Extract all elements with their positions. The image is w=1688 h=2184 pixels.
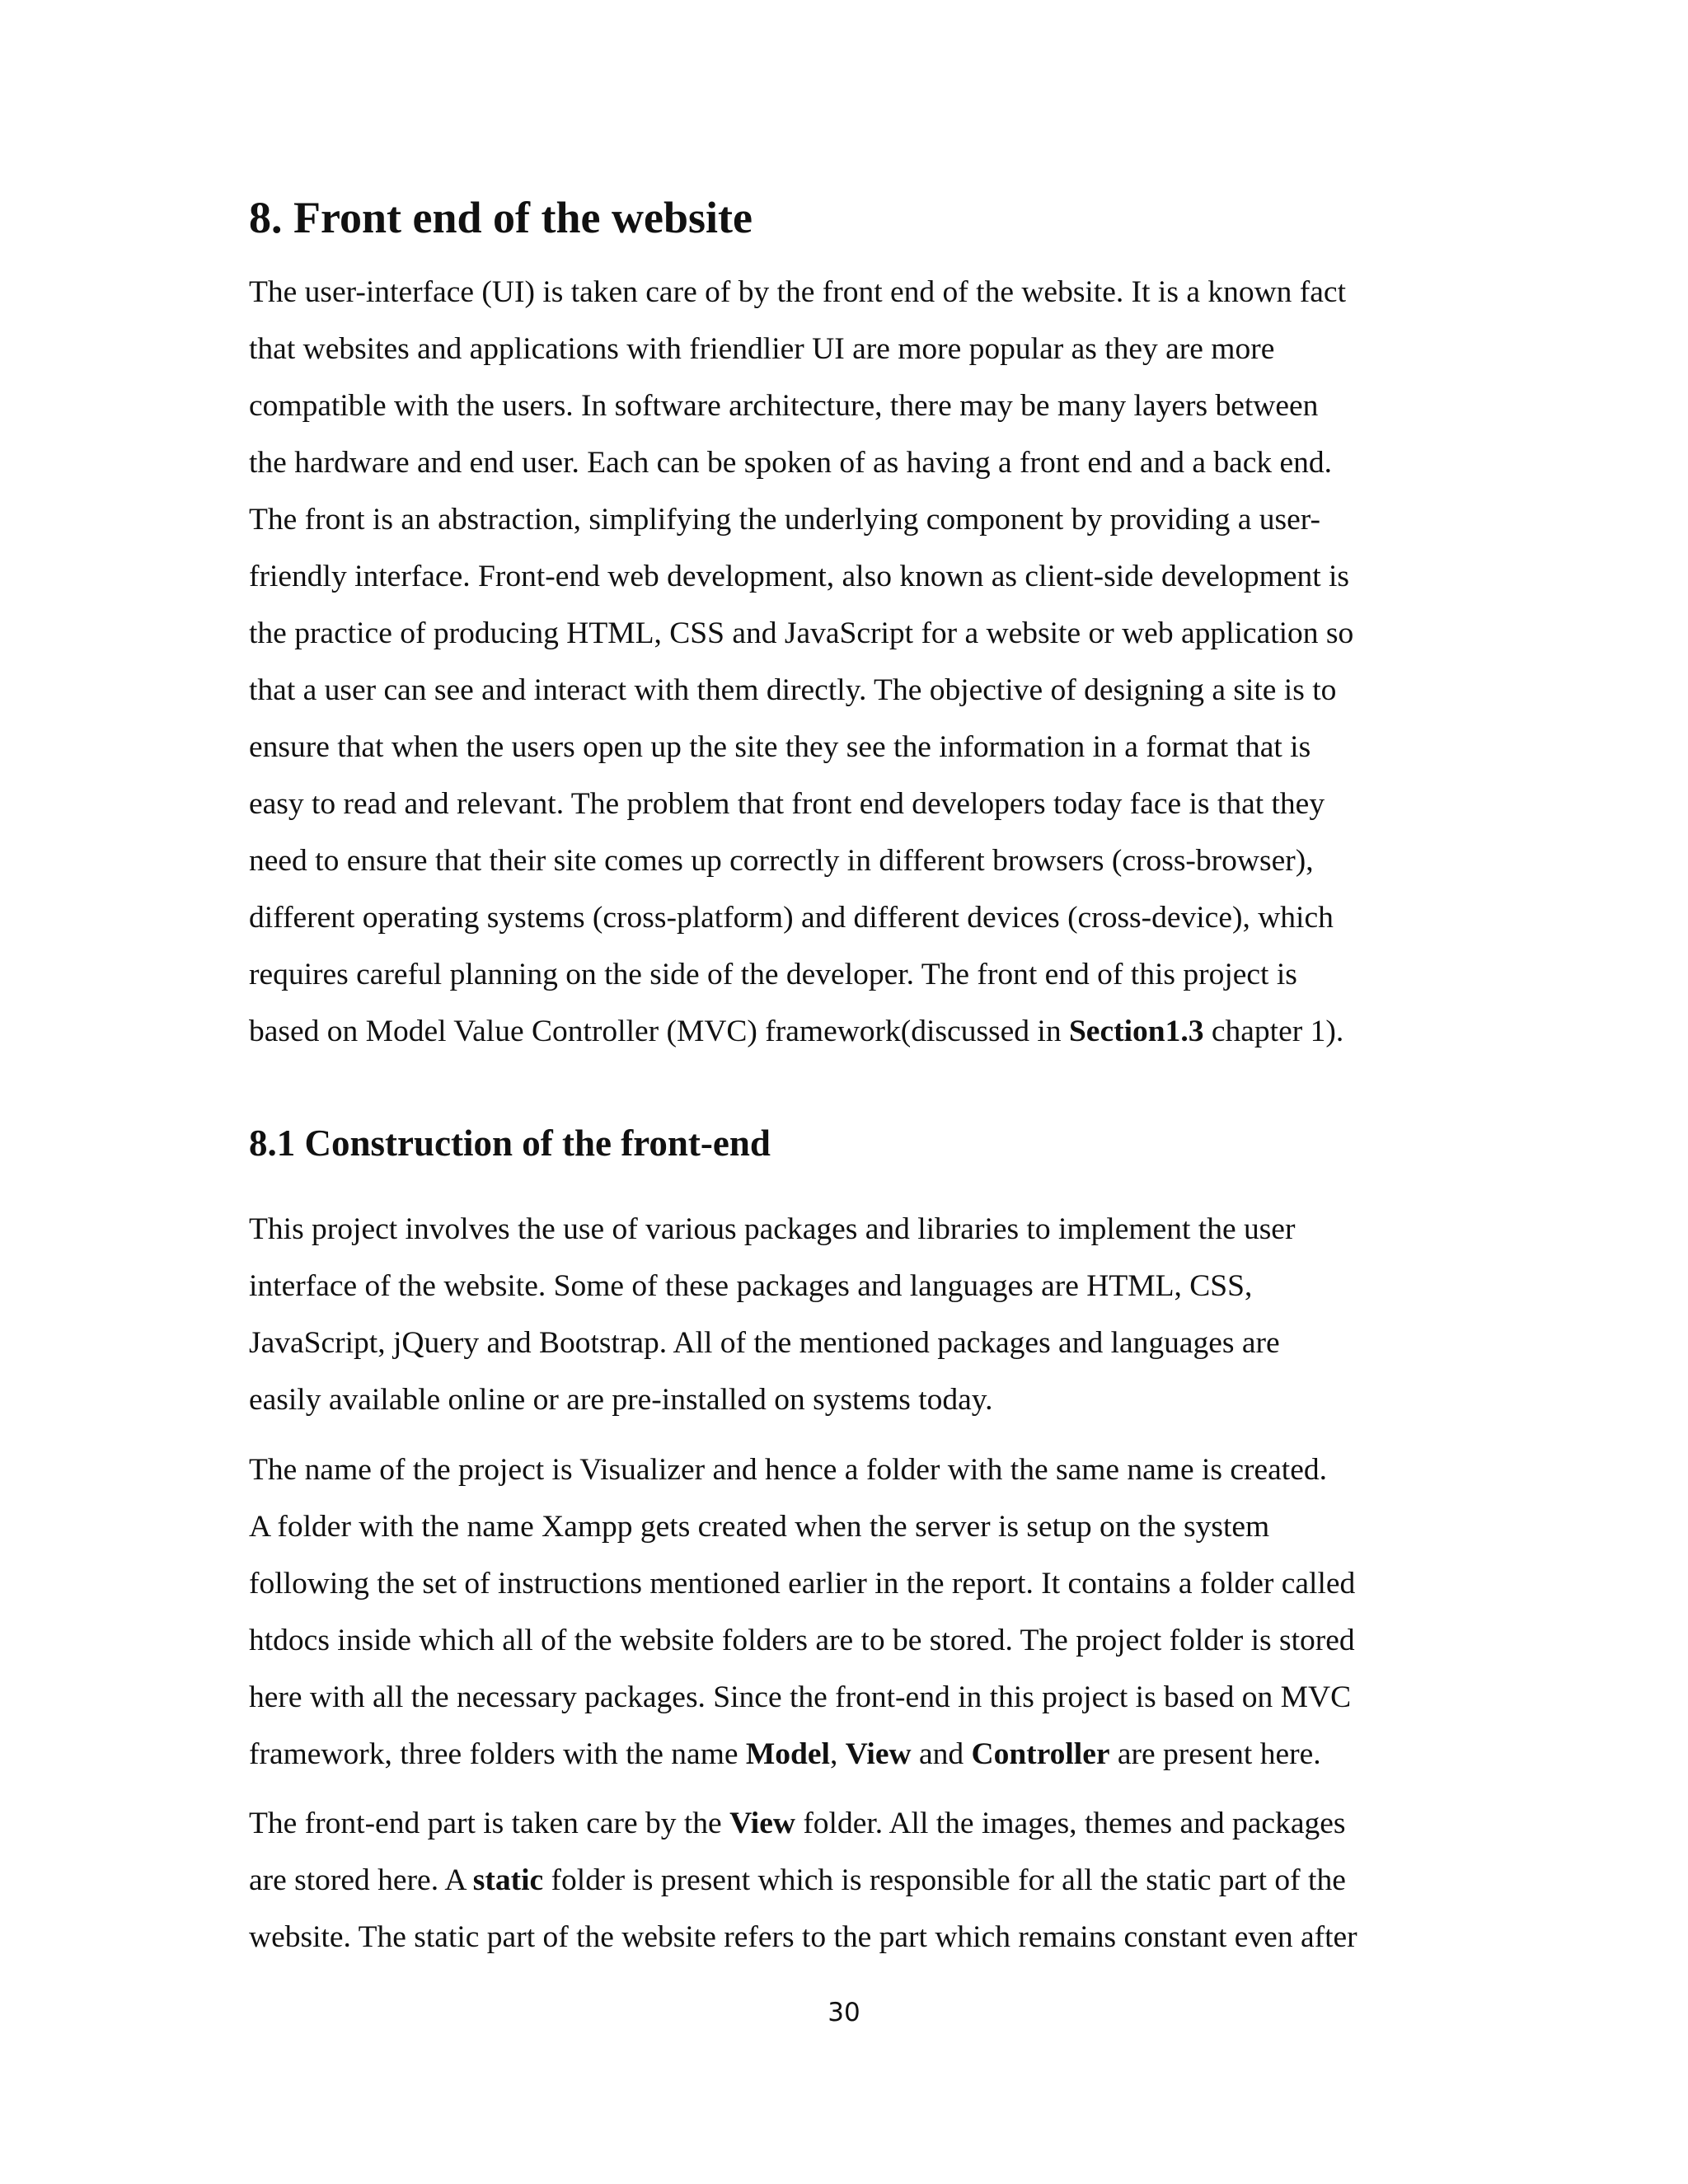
text-run: and xyxy=(911,1737,972,1771)
text-run: that websites and applications with friendlier UI are more popular as they are more xyxy=(249,332,1275,366)
bold-term: Section1.3 xyxy=(1068,1015,1204,1048)
text-line xyxy=(249,321,1353,377)
text-run: easy to read and relevant. The problem that front end developers today face is that they xyxy=(249,787,1325,821)
text-run: JavaScript, jQuery and Bootstrap. All of the mentioned packages and languages are xyxy=(249,1326,1280,1360)
text-line xyxy=(249,1498,1355,1555)
bold-term: Controller xyxy=(971,1737,1110,1771)
text-line xyxy=(249,548,1353,605)
text-run: The name of the project is Visualizer and hence a folder with the same name is created. xyxy=(249,1453,1327,1487)
text-run: the hardware and end user. Each can be spoken of as having a front end and a back end. xyxy=(249,446,1333,480)
text-line xyxy=(249,1258,1295,1315)
text-line xyxy=(249,1441,1355,1498)
text-line xyxy=(249,662,1353,719)
text-line xyxy=(249,776,1353,832)
text-run: The user-interface (UI) is taken care of by the front end of the website. It is a known fact xyxy=(249,275,1346,309)
text-run: are stored here. A xyxy=(249,1863,473,1897)
text-run: chapter 1). xyxy=(1203,1015,1344,1048)
text-run: folder. All the images, themes and packages xyxy=(795,1807,1346,1840)
text-line xyxy=(249,605,1353,662)
text-line xyxy=(249,1371,1295,1428)
text-run: requires careful planning on the side of the developer. The front end of this project is xyxy=(249,958,1297,991)
paragraph-folders xyxy=(249,1441,1355,1783)
text-line xyxy=(249,1003,1353,1060)
text-line xyxy=(249,1315,1295,1371)
text-line xyxy=(249,491,1353,548)
text-run: that a user can see and interact with them directly. The objective of designing a site is to xyxy=(249,673,1337,707)
text-run: are present here. xyxy=(1109,1737,1321,1771)
bold-term: static xyxy=(472,1863,544,1897)
bold-term: View xyxy=(729,1807,795,1840)
text-run: htdocs inside which all of the website folders are to be stored. The project folder is stored xyxy=(249,1624,1355,1657)
text-run: need to ensure that their site comes up correctly in different browsers (cross-browser), xyxy=(249,844,1314,878)
text-line xyxy=(249,1909,1357,1966)
text-line xyxy=(249,434,1353,491)
text-run: The front-end part is taken care by the xyxy=(249,1807,730,1840)
paragraph-intro xyxy=(249,264,1353,1060)
text-line xyxy=(249,1726,1355,1783)
text-line xyxy=(249,946,1353,1003)
bold-term: Model xyxy=(745,1737,830,1771)
text-line xyxy=(249,719,1353,776)
text-line xyxy=(249,1852,1357,1909)
text-run: This project involves the use of various packages and libraries to implement the user xyxy=(249,1212,1296,1246)
text-run: website. The static part of the website refers to the part which remains constant even after xyxy=(249,1920,1357,1954)
subsection-heading: 8.1 Construction of the front-end xyxy=(249,1122,771,1164)
text-line xyxy=(249,1795,1357,1852)
paragraph-packages xyxy=(249,1201,1295,1428)
text-run: different operating systems (cross-platform) and different devices (cross-device), which xyxy=(249,901,1334,935)
text-line xyxy=(249,264,1353,321)
bold-term: View xyxy=(845,1737,912,1771)
text-run: A folder with the name Xampp gets created when the server is setup on the system xyxy=(249,1510,1270,1544)
text-run: here with all the necessary packages. Since the front-end in this project is based on MVC xyxy=(249,1680,1352,1714)
text-run: ensure that when the users open up the site they see the information in a format that is xyxy=(249,730,1311,764)
text-run: folder is present which is responsible for all the static part of the xyxy=(543,1863,1346,1897)
text-run: the practice of producing HTML, CSS and JavaScript for a website or web application so xyxy=(249,616,1354,650)
text-run: following the set of instructions mentioned earlier in the report. It contains a folder called xyxy=(249,1567,1356,1601)
text-line xyxy=(249,832,1353,889)
text-line xyxy=(249,1669,1355,1726)
text-line xyxy=(249,1555,1355,1612)
text-run: interface of the website. Some of these packages and languages are HTML, CSS, xyxy=(249,1269,1253,1303)
page-number: 30 xyxy=(828,1998,860,2027)
text-line xyxy=(249,377,1353,434)
section-heading: 8. Front end of the website xyxy=(249,193,753,242)
text-run: framework, three folders with the name xyxy=(249,1737,746,1771)
text-run: , xyxy=(829,1737,846,1771)
text-run: based on Model Value Controller (MVC) framework(discussed in xyxy=(249,1015,1069,1048)
text-run: The front is an abstraction, simplifying the underlying component by providing a user- xyxy=(249,503,1321,537)
text-line xyxy=(249,1201,1295,1258)
text-run: friendly interface. Front-end web development, also known as client-side development is xyxy=(249,560,1350,593)
text-line xyxy=(249,889,1353,946)
text-run: easily available online or are pre-installed on systems today. xyxy=(249,1383,993,1417)
text-run: compatible with the users. In software architecture, there may be many layers between xyxy=(249,389,1319,423)
paragraph-view-folder xyxy=(249,1795,1357,1966)
text-line xyxy=(249,1612,1355,1669)
